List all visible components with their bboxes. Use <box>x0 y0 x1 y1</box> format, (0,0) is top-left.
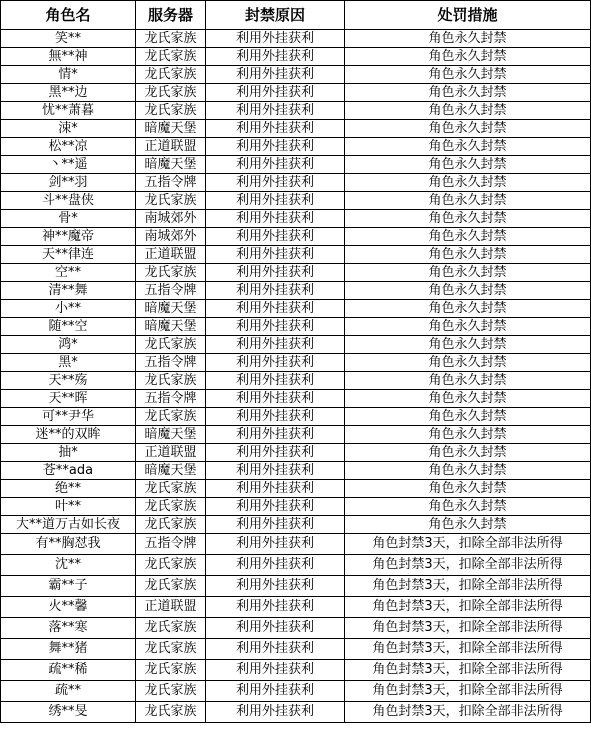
cell-server: 暗魔天堡 <box>136 462 206 480</box>
cell-character-name: 舞**猪 <box>1 639 136 660</box>
cell-character-name: 天**晖 <box>1 390 136 408</box>
cell-character-name: 霸**子 <box>1 576 136 597</box>
cell-penalty: 角色永久封禁 <box>345 156 591 174</box>
cell-ban-reason: 利用外挂获利 <box>206 390 345 408</box>
cell-character-name: 大**道万古如长夜 <box>1 516 136 534</box>
cell-penalty: 角色永久封禁 <box>345 120 591 138</box>
cell-penalty: 角色永久封禁 <box>345 282 591 300</box>
table-row <box>1 576 591 597</box>
cell-server: 正道联盟 <box>136 444 206 462</box>
cell-character-name: 清**舞 <box>1 282 136 300</box>
table-row <box>1 639 591 660</box>
cell-character-name: 天**殇 <box>1 372 136 390</box>
cell-ban-reason: 利用外挂获利 <box>206 372 345 390</box>
cell-penalty: 角色封禁3天，扣除全部非法所得 <box>345 534 591 555</box>
cell-server: 暗魔天堡 <box>136 318 206 336</box>
cell-penalty: 角色永久封禁 <box>345 210 591 228</box>
cell-penalty: 角色封禁3天，扣除全部非法所得 <box>345 702 591 723</box>
cell-server: 暗魔天堡 <box>136 426 206 444</box>
cell-penalty: 角色封禁3天，扣除全部非法所得 <box>345 555 591 576</box>
cell-ban-reason: 利用外挂获利 <box>206 681 345 702</box>
cell-penalty: 角色封禁3天，扣除全部非法所得 <box>345 597 591 618</box>
cell-server: 龙氏家族 <box>136 639 206 660</box>
cell-server: 五指令牌 <box>136 534 206 555</box>
cell-character-name: 火**馨 <box>1 597 136 618</box>
cell-character-name: 疏** <box>1 681 136 702</box>
cell-penalty: 角色永久封禁 <box>345 174 591 192</box>
table-row <box>1 555 591 576</box>
cell-ban-reason: 利用外挂获利 <box>206 228 345 246</box>
table-row <box>1 48 591 66</box>
cell-ban-reason: 利用外挂获利 <box>206 660 345 681</box>
cell-character-name: 疏**稀 <box>1 660 136 681</box>
cell-character-name: 落**寒 <box>1 618 136 639</box>
table-row <box>1 390 591 408</box>
cell-penalty: 角色永久封禁 <box>345 138 591 156</box>
cell-ban-reason: 利用外挂获利 <box>206 192 345 210</box>
cell-server: 正道联盟 <box>136 138 206 156</box>
cell-character-name: 可**尹华 <box>1 408 136 426</box>
table-row <box>1 264 591 282</box>
cell-penalty: 角色永久封禁 <box>345 102 591 120</box>
cell-ban-reason: 利用外挂获利 <box>206 516 345 534</box>
cell-server: 正道联盟 <box>136 246 206 264</box>
cell-ban-reason: 利用外挂获利 <box>206 282 345 300</box>
table-row <box>1 102 591 120</box>
cell-character-name: 叶** <box>1 498 136 516</box>
table-row <box>1 516 591 534</box>
cell-penalty: 角色永久封禁 <box>345 228 591 246</box>
table-row <box>1 66 591 84</box>
table-row <box>1 498 591 516</box>
cell-server: 龙氏家族 <box>136 516 206 534</box>
cell-character-name: 苍**ada <box>1 462 136 480</box>
table-row <box>1 300 591 318</box>
header-penalty: 处罚措施 <box>345 1 591 30</box>
cell-server: 龙氏家族 <box>136 681 206 702</box>
table-row <box>1 372 591 390</box>
cell-ban-reason: 利用外挂获利 <box>206 408 345 426</box>
table-row <box>1 444 591 462</box>
cell-server: 龙氏家族 <box>136 408 206 426</box>
cell-character-name: 黑**边 <box>1 84 136 102</box>
cell-penalty: 角色永久封禁 <box>345 462 591 480</box>
table-row <box>1 426 591 444</box>
cell-character-name: 迷**的双眸 <box>1 426 136 444</box>
cell-server: 龙氏家族 <box>136 102 206 120</box>
header-ban-reason: 封禁原因 <box>206 1 345 30</box>
cell-server: 正道联盟 <box>136 597 206 618</box>
cell-ban-reason: 利用外挂获利 <box>206 462 345 480</box>
table-row <box>1 246 591 264</box>
cell-server: 龙氏家族 <box>136 660 206 681</box>
cell-ban-reason: 利用外挂获利 <box>206 138 345 156</box>
cell-penalty: 角色永久封禁 <box>345 30 591 48</box>
cell-penalty: 角色永久封禁 <box>345 354 591 372</box>
cell-penalty: 角色永久封禁 <box>345 336 591 354</box>
cell-penalty: 角色永久封禁 <box>345 318 591 336</box>
cell-ban-reason: 利用外挂获利 <box>206 66 345 84</box>
cell-character-name: 骨* <box>1 210 136 228</box>
cell-ban-reason: 利用外挂获利 <box>206 84 345 102</box>
cell-penalty: 角色永久封禁 <box>345 48 591 66</box>
table-row <box>1 138 591 156</box>
cell-server: 龙氏家族 <box>136 618 206 639</box>
cell-ban-reason: 利用外挂获利 <box>206 264 345 282</box>
cell-server: 龙氏家族 <box>136 48 206 66</box>
cell-penalty: 角色封禁3天，扣除全部非法所得 <box>345 639 591 660</box>
table-row <box>1 282 591 300</box>
cell-server: 五指令牌 <box>136 282 206 300</box>
cell-server: 龙氏家族 <box>136 336 206 354</box>
cell-server: 五指令牌 <box>136 354 206 372</box>
cell-character-name: 丶**遥 <box>1 156 136 174</box>
cell-server: 龙氏家族 <box>136 576 206 597</box>
cell-server: 龙氏家族 <box>136 66 206 84</box>
cell-ban-reason: 利用外挂获利 <box>206 576 345 597</box>
cell-character-name: 涑* <box>1 120 136 138</box>
cell-character-name: 斗**盘侠 <box>1 192 136 210</box>
cell-penalty: 角色永久封禁 <box>345 516 591 534</box>
cell-server: 龙氏家族 <box>136 480 206 498</box>
table-row <box>1 462 591 480</box>
cell-server: 龙氏家族 <box>136 30 206 48</box>
table-row <box>1 318 591 336</box>
header-row <box>1 1 591 30</box>
cell-penalty: 角色封禁3天，扣除全部非法所得 <box>345 660 591 681</box>
cell-server: 龙氏家族 <box>136 702 206 723</box>
cell-ban-reason: 利用外挂获利 <box>206 48 345 66</box>
cell-character-name: 忧**萧暮 <box>1 102 136 120</box>
cell-ban-reason: 利用外挂获利 <box>206 597 345 618</box>
cell-character-name: 绝** <box>1 480 136 498</box>
table-row <box>1 228 591 246</box>
cell-ban-reason: 利用外挂获利 <box>206 120 345 138</box>
cell-server: 暗魔天堡 <box>136 120 206 138</box>
cell-penalty: 角色封禁3天，扣除全部非法所得 <box>345 576 591 597</box>
cell-server: 暗魔天堡 <box>136 156 206 174</box>
cell-penalty: 角色永久封禁 <box>345 192 591 210</box>
cell-penalty: 角色永久封禁 <box>345 84 591 102</box>
cell-penalty: 角色永久封禁 <box>345 246 591 264</box>
cell-penalty: 角色永久封禁 <box>345 480 591 498</box>
cell-server: 南城郊外 <box>136 228 206 246</box>
cell-character-name: 松**凉 <box>1 138 136 156</box>
cell-ban-reason: 利用外挂获利 <box>206 480 345 498</box>
table-row <box>1 120 591 138</box>
table-row <box>1 210 591 228</box>
cell-character-name: 剑**羽 <box>1 174 136 192</box>
cell-server: 龙氏家族 <box>136 555 206 576</box>
cell-penalty: 角色永久封禁 <box>345 426 591 444</box>
cell-penalty: 角色永久封禁 <box>345 390 591 408</box>
cell-penalty: 角色封禁3天，扣除全部非法所得 <box>345 681 591 702</box>
cell-character-name: 小** <box>1 300 136 318</box>
cell-server: 龙氏家族 <box>136 192 206 210</box>
cell-ban-reason: 利用外挂获利 <box>206 618 345 639</box>
cell-penalty: 角色封禁3天，扣除全部非法所得 <box>345 618 591 639</box>
cell-ban-reason: 利用外挂获利 <box>206 174 345 192</box>
cell-ban-reason: 利用外挂获利 <box>206 246 345 264</box>
table-row <box>1 30 591 48</box>
table-row <box>1 660 591 681</box>
cell-character-name: 空** <box>1 264 136 282</box>
table-row <box>1 174 591 192</box>
cell-server: 龙氏家族 <box>136 498 206 516</box>
table-row <box>1 156 591 174</box>
cell-server: 五指令牌 <box>136 390 206 408</box>
cell-ban-reason: 利用外挂获利 <box>206 318 345 336</box>
cell-ban-reason: 利用外挂获利 <box>206 444 345 462</box>
table-row <box>1 702 591 723</box>
cell-penalty: 角色永久封禁 <box>345 300 591 318</box>
cell-ban-reason: 利用外挂获利 <box>206 555 345 576</box>
table-row <box>1 681 591 702</box>
table-row <box>1 336 591 354</box>
cell-penalty: 角色永久封禁 <box>345 444 591 462</box>
cell-character-name: 抽* <box>1 444 136 462</box>
cell-ban-reason: 利用外挂获利 <box>206 102 345 120</box>
cell-character-name: 沈** <box>1 555 136 576</box>
header-server: 服务器 <box>136 1 206 30</box>
cell-character-name: 随**空 <box>1 318 136 336</box>
cell-ban-reason: 利用外挂获利 <box>206 534 345 555</box>
cell-ban-reason: 利用外挂获利 <box>206 210 345 228</box>
table-row <box>1 534 591 555</box>
cell-server: 龙氏家族 <box>136 264 206 282</box>
cell-server: 五指令牌 <box>136 174 206 192</box>
cell-server: 龙氏家族 <box>136 84 206 102</box>
cell-character-name: 笑** <box>1 30 136 48</box>
table-body <box>1 30 591 723</box>
table-row <box>1 597 591 618</box>
cell-ban-reason: 利用外挂获利 <box>206 498 345 516</box>
table-row <box>1 84 591 102</box>
cell-ban-reason: 利用外挂获利 <box>206 354 345 372</box>
cell-server: 龙氏家族 <box>136 372 206 390</box>
cell-character-name: 神**魔帝 <box>1 228 136 246</box>
cell-character-name: 天**律连 <box>1 246 136 264</box>
cell-character-name: 绣**旻 <box>1 702 136 723</box>
cell-server: 暗魔天堡 <box>136 300 206 318</box>
cell-character-name: 黑* <box>1 354 136 372</box>
cell-penalty: 角色永久封禁 <box>345 372 591 390</box>
cell-penalty: 角色永久封禁 <box>345 264 591 282</box>
cell-ban-reason: 利用外挂获利 <box>206 156 345 174</box>
cell-character-name: 情* <box>1 66 136 84</box>
table-row <box>1 408 591 426</box>
cell-ban-reason: 利用外挂获利 <box>206 30 345 48</box>
table-row <box>1 618 591 639</box>
cell-penalty: 角色永久封禁 <box>345 66 591 84</box>
cell-ban-reason: 利用外挂获利 <box>206 300 345 318</box>
cell-ban-reason: 利用外挂获利 <box>206 639 345 660</box>
table-row <box>1 480 591 498</box>
table-row <box>1 192 591 210</box>
cell-character-name: 有**胸怼我 <box>1 534 136 555</box>
table-row <box>1 354 591 372</box>
header-character-name: 角色名 <box>1 1 136 30</box>
cell-ban-reason: 利用外挂获利 <box>206 336 345 354</box>
cell-ban-reason: 利用外挂获利 <box>206 426 345 444</box>
cell-ban-reason: 利用外挂获利 <box>206 702 345 723</box>
cell-server: 南城郊外 <box>136 210 206 228</box>
cell-penalty: 角色永久封禁 <box>345 498 591 516</box>
cell-character-name: 無**神 <box>1 48 136 66</box>
cell-penalty: 角色永久封禁 <box>345 408 591 426</box>
cell-character-name: 鸿* <box>1 336 136 354</box>
